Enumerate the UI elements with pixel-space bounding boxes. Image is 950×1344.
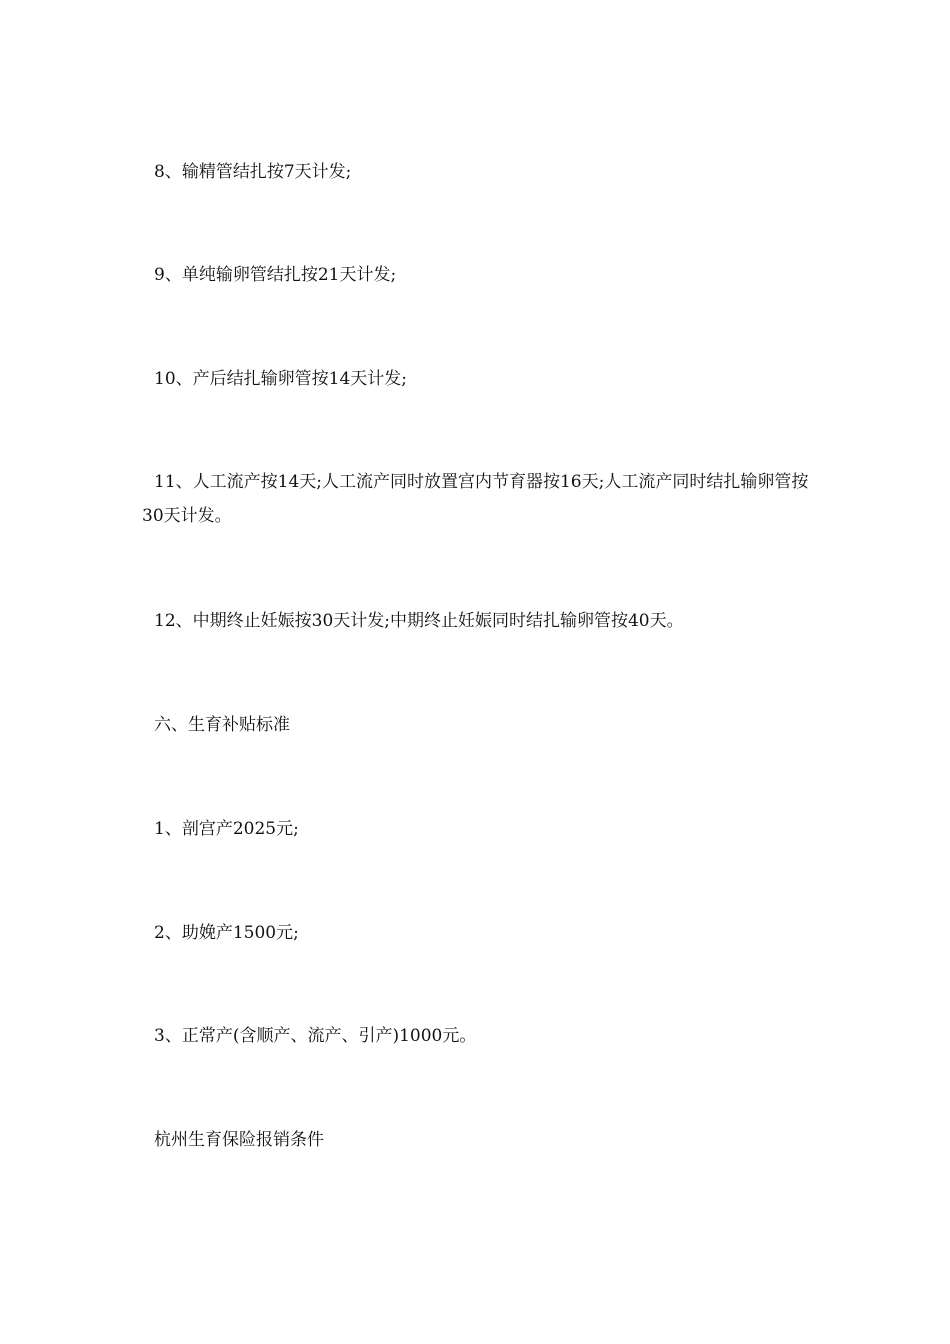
subsidy-item-3: 3、正常产(含顺产、流产、引产)1000元。 (154, 1026, 477, 1046)
paragraph-item-11: 11、人工流产按14天;人工流产同时放置宫内节育器按16天;人工流产同时结扎输卵管按30天计发。 (142, 472, 809, 526)
section-heading-subsidy: 六、生育补贴标准 (154, 715, 290, 735)
paragraph-item-10: 10、产后结扎输卵管按14天计发; (154, 369, 407, 389)
section-heading-hangzhou: 杭州生育保险报销条件 (154, 1130, 324, 1150)
subsidy-item-2: 2、助娩产1500元; (154, 923, 299, 943)
subsidy-item-1: 1、剖宫产2025元; (154, 819, 299, 839)
paragraph-item-8: 8、输精管结扎按7天计发; (154, 162, 352, 182)
paragraph-item-12: 12、中期终止妊娠按30天计发;中期终止妊娠同时结扎输卵管按40天。 (154, 611, 684, 631)
paragraph-item-9: 9、单纯输卵管结扎按21天计发; (154, 265, 397, 285)
